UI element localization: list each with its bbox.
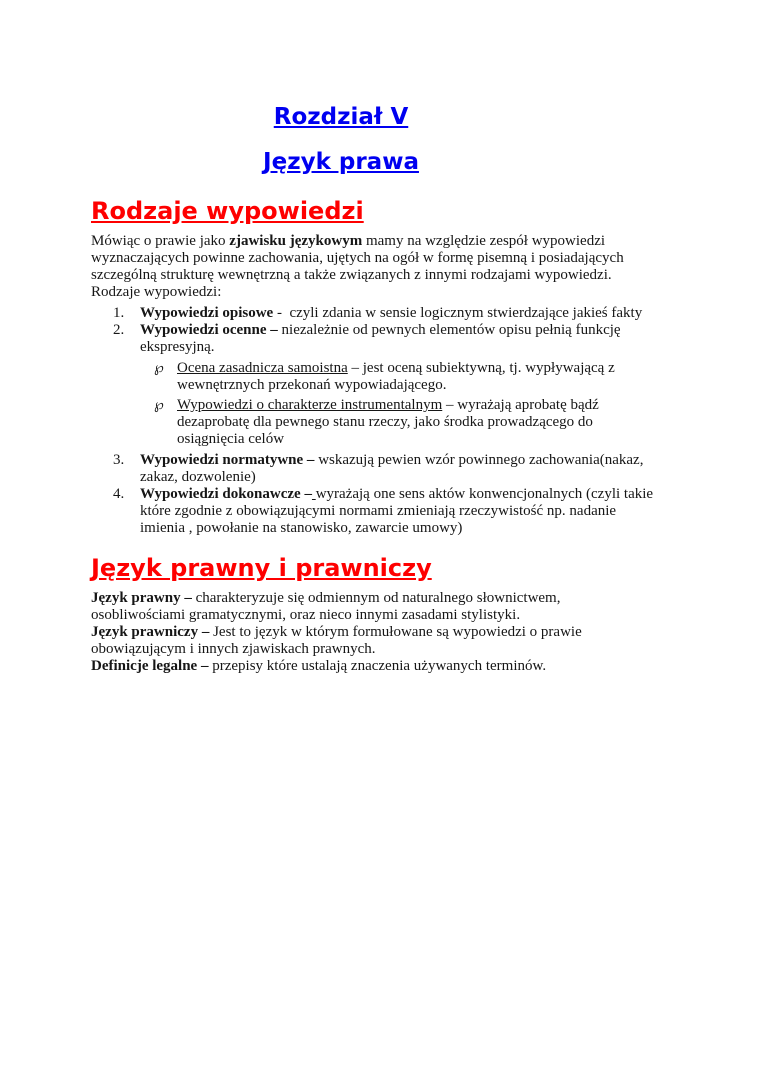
list-number: 1. (113, 305, 125, 321)
sub-item-underlined-term: Ocena zasadnicza samoistna (177, 360, 348, 376)
definition-text: charakteryzuje się odmiennym od naturalnego słownictwem, (191, 590, 561, 606)
list-item-1 (91, 305, 673, 322)
definition-text: przepisy które ustalają znaczenia używanych terminów. (208, 658, 547, 674)
intro-line-1 (91, 233, 673, 250)
section-body (91, 233, 673, 537)
sub-item-line (177, 397, 673, 414)
list-item-lead: Wypowiedzi normatywne – (140, 452, 315, 468)
list-item-line: zakaz, dozwolenie) (140, 469, 256, 485)
script-p-bullet-icon: ℘ (154, 360, 164, 376)
definition-jezyk-prawny (91, 590, 673, 624)
list-item-3 (91, 452, 673, 486)
definition-line: osobliwościami gramatycznymi, oraz nieco innymi zasadami stylistyki. (91, 607, 521, 623)
chapter-title: Rozdział V (273, 104, 409, 130)
list-item-text: - czyli zdania w sensie logicznym stwierdzające jakieś fakty (273, 305, 643, 321)
list-item-text: wyrażają one sens aktów konwencjonalnych (czyli takie (315, 486, 654, 502)
list-number: 4. (113, 486, 125, 502)
list-item-line: imienia , powołanie na stanowisko, zawarcie umowy) (140, 520, 463, 536)
list-item-lead: Wypowiedzi dokonawcze – (140, 486, 312, 502)
section-body (91, 590, 673, 675)
definition-line: obowiązującym i innych zjawiskach prawnych. (91, 641, 376, 657)
list-item-line (140, 486, 673, 503)
list-item-line: ekspresyjną. (140, 339, 215, 355)
intro-line-4: Rodzaje wypowiedzi: (91, 284, 222, 300)
script-p-bullet-icon: ℘ (154, 397, 164, 413)
sub-item-text: – jest oceną subiektywną, tj. wypływającą z (347, 360, 615, 376)
list-item-lead: Wypowiedzi ocenne – (140, 322, 278, 338)
list-item-line: które zgodnie z obowiązującymi normami zmieniają rzeczywistość np. nadanie (140, 503, 617, 519)
numbered-list (91, 305, 673, 537)
list-number: 2. (113, 322, 125, 338)
sub-item-line (177, 360, 673, 377)
section-jezyk-prawny (91, 553, 673, 675)
list-item-2 (91, 322, 673, 448)
intro-line-2: wyznaczających powinne zachowania, ujętych na ogół w formę pisemną i posiadających (91, 250, 624, 266)
sub-item-line: dezaprobatę dla pewnego stanu rzeczy, jako środka prowadzącego do (177, 414, 593, 430)
definition-line (91, 658, 673, 675)
list-item-line (140, 452, 673, 469)
definition-term: Język prawniczy – (91, 624, 210, 640)
sub-bullet-list (140, 360, 673, 448)
list-item-line (140, 305, 673, 322)
definition-definicje-legalne (91, 658, 673, 675)
list-item-line (140, 322, 673, 339)
list-item-lead: Wypowiedzi opisowe (140, 305, 274, 321)
intro-text: mamy na względzie zespół wypowiedzi (362, 233, 606, 249)
intro-paragraph (91, 233, 673, 301)
definition-term: Definicje legalne – (91, 658, 209, 674)
definition-text: Jest to język w którym formułowane są wypowiedzi o prawie (209, 624, 582, 640)
sub-bullet-item-1 (140, 360, 673, 394)
definition-jezyk-prawniczy (91, 624, 673, 658)
sub-item-text: – wyrażają aprobatę bądź (442, 397, 599, 413)
sub-bullet-item-2 (140, 397, 673, 448)
sub-item-underlined-term: Wypowiedzi o charakterze instrumentalnym (177, 397, 443, 413)
list-item-4 (91, 486, 673, 537)
sub-item-line: osiągnięcia celów (177, 431, 285, 447)
list-number: 3. (113, 452, 125, 468)
intro-text: Mówiąc o prawie jako (91, 233, 230, 249)
definition-line (91, 590, 673, 607)
section-heading-jezyk-prawny: Język prawny i prawniczy (91, 554, 432, 582)
section-heading-rodzaje-wypowiedzi: Rodzaje wypowiedzi (91, 197, 364, 225)
sub-item-line: wewnętrznych przekonań wypowiadającego. (177, 377, 447, 393)
list-item-text: niezależnie od pewnych elementów opisu pełnią funkcję (277, 322, 621, 338)
document-subtitle: Język prawa (263, 149, 419, 175)
definition-line (91, 624, 673, 641)
list-item-text: wskazują pewien wzór powinnego zachowania(nakaz, (314, 452, 644, 468)
intro-line-3: szczególną strukturę wewnętrzną a także związanych z innymi rodzajami wypowiedzi. (91, 267, 612, 283)
intro-bold-phrase: zjawisku językowym (229, 233, 363, 249)
definition-term: Język prawny – (91, 590, 192, 606)
document-content (91, 102, 673, 675)
